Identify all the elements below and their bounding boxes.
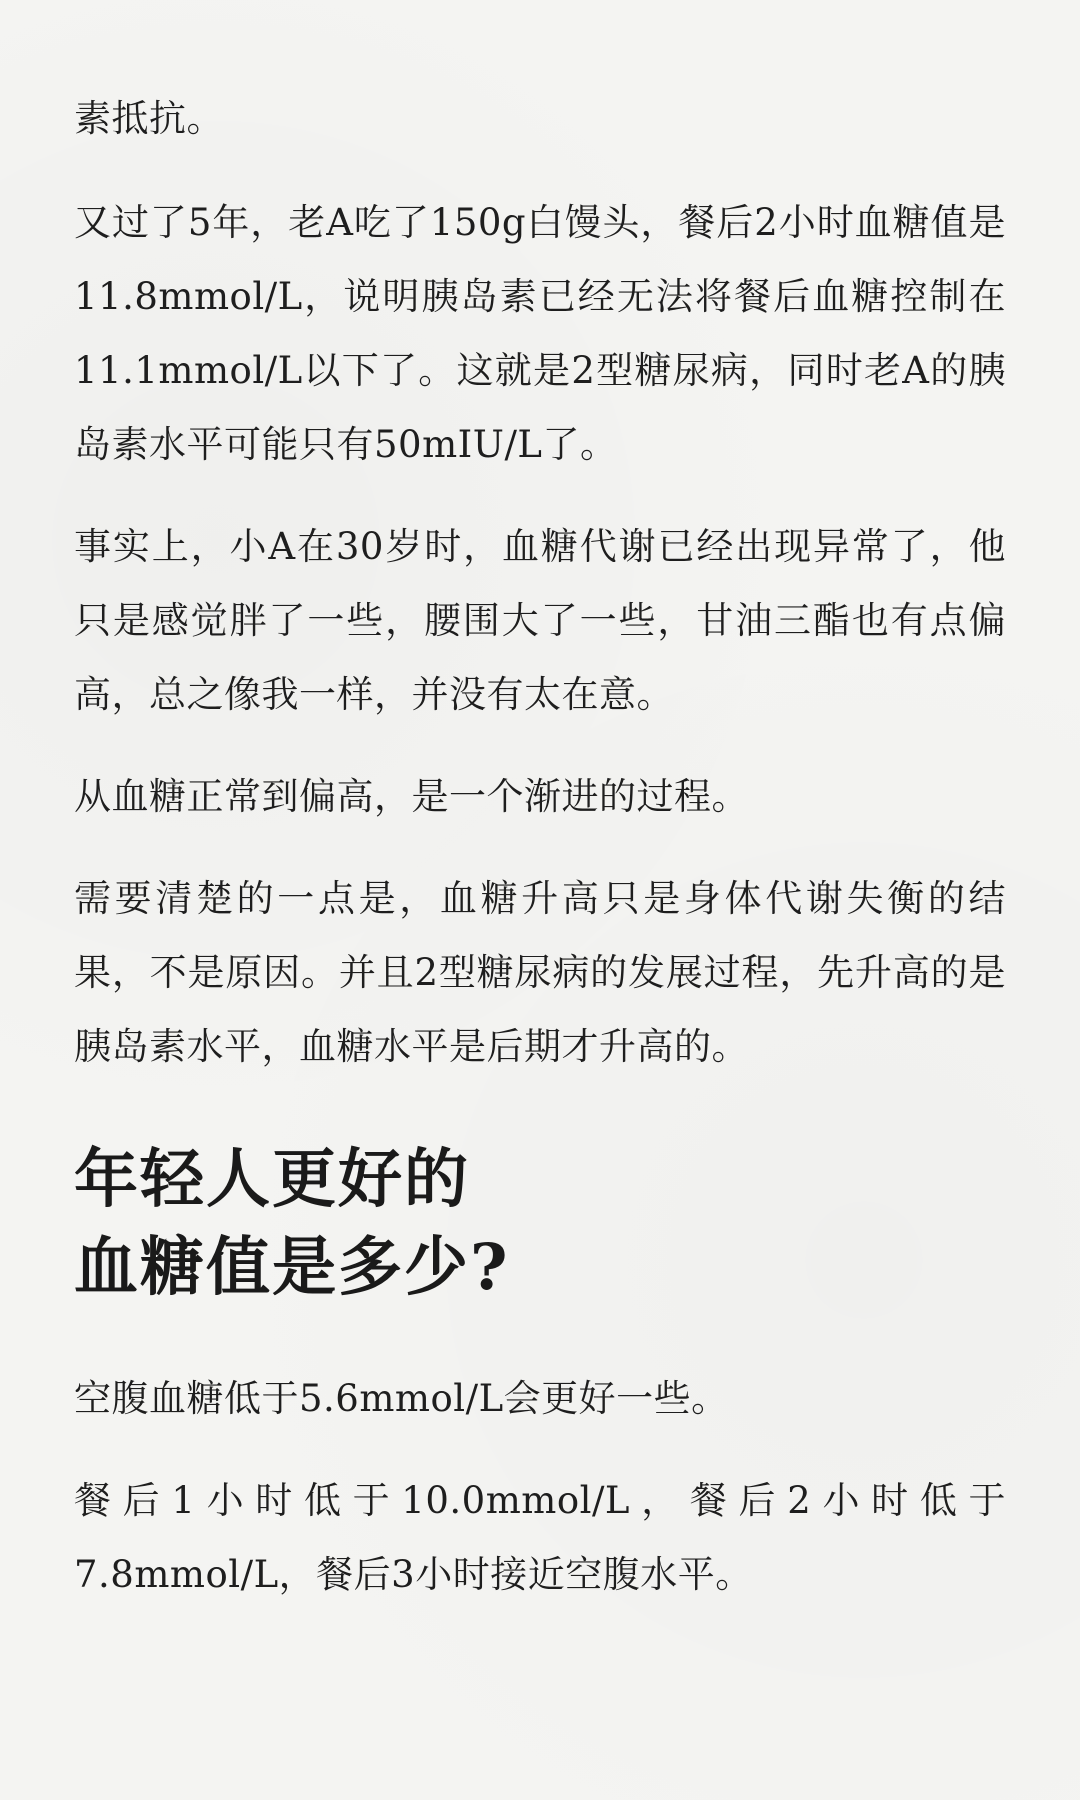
section-heading-line1: 年轻人更好的: [74, 1142, 470, 1217]
paragraph: 从血糖正常到偏高，是一个渐进的过程。: [74, 775, 749, 818]
paragraph: 餐后1小时低于10.0mmol/L，餐后2小时低于7.8mmol/L，餐后3小时接近空腹水平。: [74, 1479, 1006, 1596]
paragraph: 空腹血糖低于5.6mmol/L会更好一些。: [74, 1377, 729, 1420]
paragraph: 又过了5年，老A吃了150g白馒头，餐后2小时血糖值是11.8mmol/L，说明胰岛素已经无法将餐后血糖控制在11.1mmol/L以下了。这就是2型糖尿病，同时老A的胰岛素水平可能只有50mIU/L了。: [74, 201, 1006, 466]
section-heading-line2: 血糖值是多少?: [74, 1230, 510, 1305]
paragraph: 需要清楚的一点是，血糖升高只是身体代谢失衡的结果，不是原因。并且2型糖尿病的发展过程，先升高的是胰岛素水平，血糖水平是后期才升高的。: [74, 877, 1006, 1068]
section-heading: [74, 1136, 1006, 1312]
paragraph: 事实上，小A在30岁时，血糖代谢已经出现异常了，他只是感觉胖了一些，腰围大了一些，甘油三酯也有点偏高，总之像我一样，并没有太在意。: [74, 525, 1006, 716]
paragraph: 素抵抗。: [74, 97, 224, 140]
